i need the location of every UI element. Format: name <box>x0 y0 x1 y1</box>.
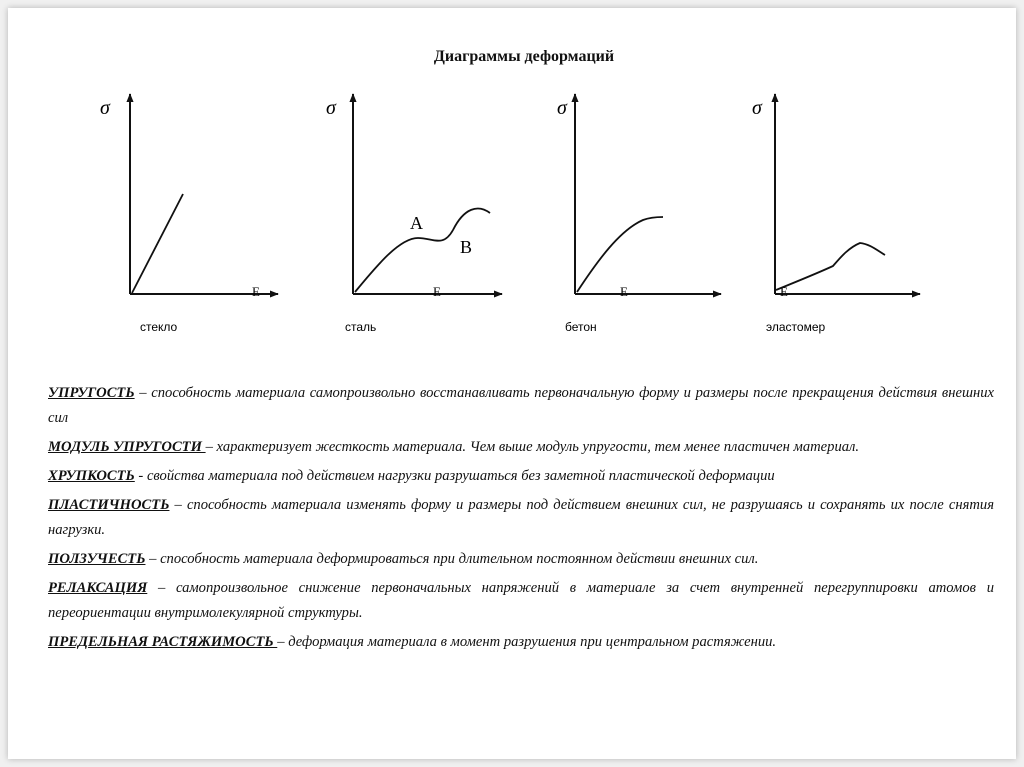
diagram-steel <box>326 94 502 334</box>
definitions-list <box>48 381 994 659</box>
definition-creep <box>48 547 994 572</box>
definition-text: – способность материала изменять форму и размеры под действием внешних сил, не разрушаясь и сохранять их после снятия нагрузки. <box>48 497 994 538</box>
definition-elastic-modulus <box>48 435 994 460</box>
epsilon-label: Е <box>620 284 628 299</box>
definition-text: – характеризует жесткость материала. Чем выше модуль упругости, тем менее пластичен материал. <box>205 439 860 455</box>
stress-strain-curve <box>577 217 663 292</box>
definition-elasticity <box>48 381 994 431</box>
definition-plasticity <box>48 493 994 543</box>
slide <box>8 8 1016 759</box>
definition-relaxation <box>48 576 994 626</box>
stress-strain-curve <box>132 194 183 293</box>
definition-term: РЕЛАКСАЦИЯ <box>48 580 148 596</box>
material-label: эластомер <box>766 320 826 334</box>
deformation-diagrams <box>8 8 1016 368</box>
point-a-label: A <box>410 213 423 233</box>
point-b-label: B <box>460 237 473 257</box>
sigma-label: σ <box>326 97 336 119</box>
definition-term: ПОЛЗУЧЕСТЬ <box>48 551 146 567</box>
definition-term: ХРУПКОСТЬ <box>48 468 135 484</box>
definition-term: ПЛАСТИЧНОСТЬ <box>48 497 170 513</box>
definition-term: ПРЕДЕЛЬНАЯ РАСТЯЖИМОСТЬ <box>48 634 278 650</box>
epsilon-label: Е <box>780 284 788 299</box>
material-label: сталь <box>345 320 377 334</box>
sigma-label: σ <box>752 97 762 119</box>
definition-text: – самопроизвольное снижение первоначальных напряжений в материале за счет внутренней перегруппировки атомов и переориентации внутримолекулярной структуры. <box>48 580 994 621</box>
definition-text: – способность материала деформироваться при длительном постоянном действии внешних сил. <box>145 551 759 567</box>
epsilon-label: Е <box>252 284 260 299</box>
definition-text: – деформация материала в момент разрушения при центральном растяжении. <box>277 634 777 650</box>
stress-strain-curve <box>776 243 885 290</box>
sigma-label: σ <box>557 97 567 119</box>
material-label: бетон <box>565 320 597 334</box>
definition-term: УПРУГОСТЬ <box>48 385 135 401</box>
page-title: Диаграммы деформаций <box>433 48 615 65</box>
definition-text: - свойства материала под действием нагрузки разрушаться без заметной пластической деформации <box>134 468 775 484</box>
definition-term: МОДУЛЬ УПРУГОСТИ <box>48 439 206 455</box>
sigma-label: σ <box>100 97 110 119</box>
material-label: стекло <box>140 320 178 334</box>
diagram-concrete <box>557 94 721 334</box>
definition-text: – способность материала самопроизвольно восстанавливать первоначальную форму и размеры после прекращения действия внешних сил <box>48 385 994 426</box>
epsilon-label: Е <box>433 284 441 299</box>
definition-brittleness <box>48 464 994 489</box>
diagram-elastomer <box>752 94 920 334</box>
definition-ultimate-elongation <box>48 630 994 655</box>
diagram-glass <box>100 94 278 334</box>
